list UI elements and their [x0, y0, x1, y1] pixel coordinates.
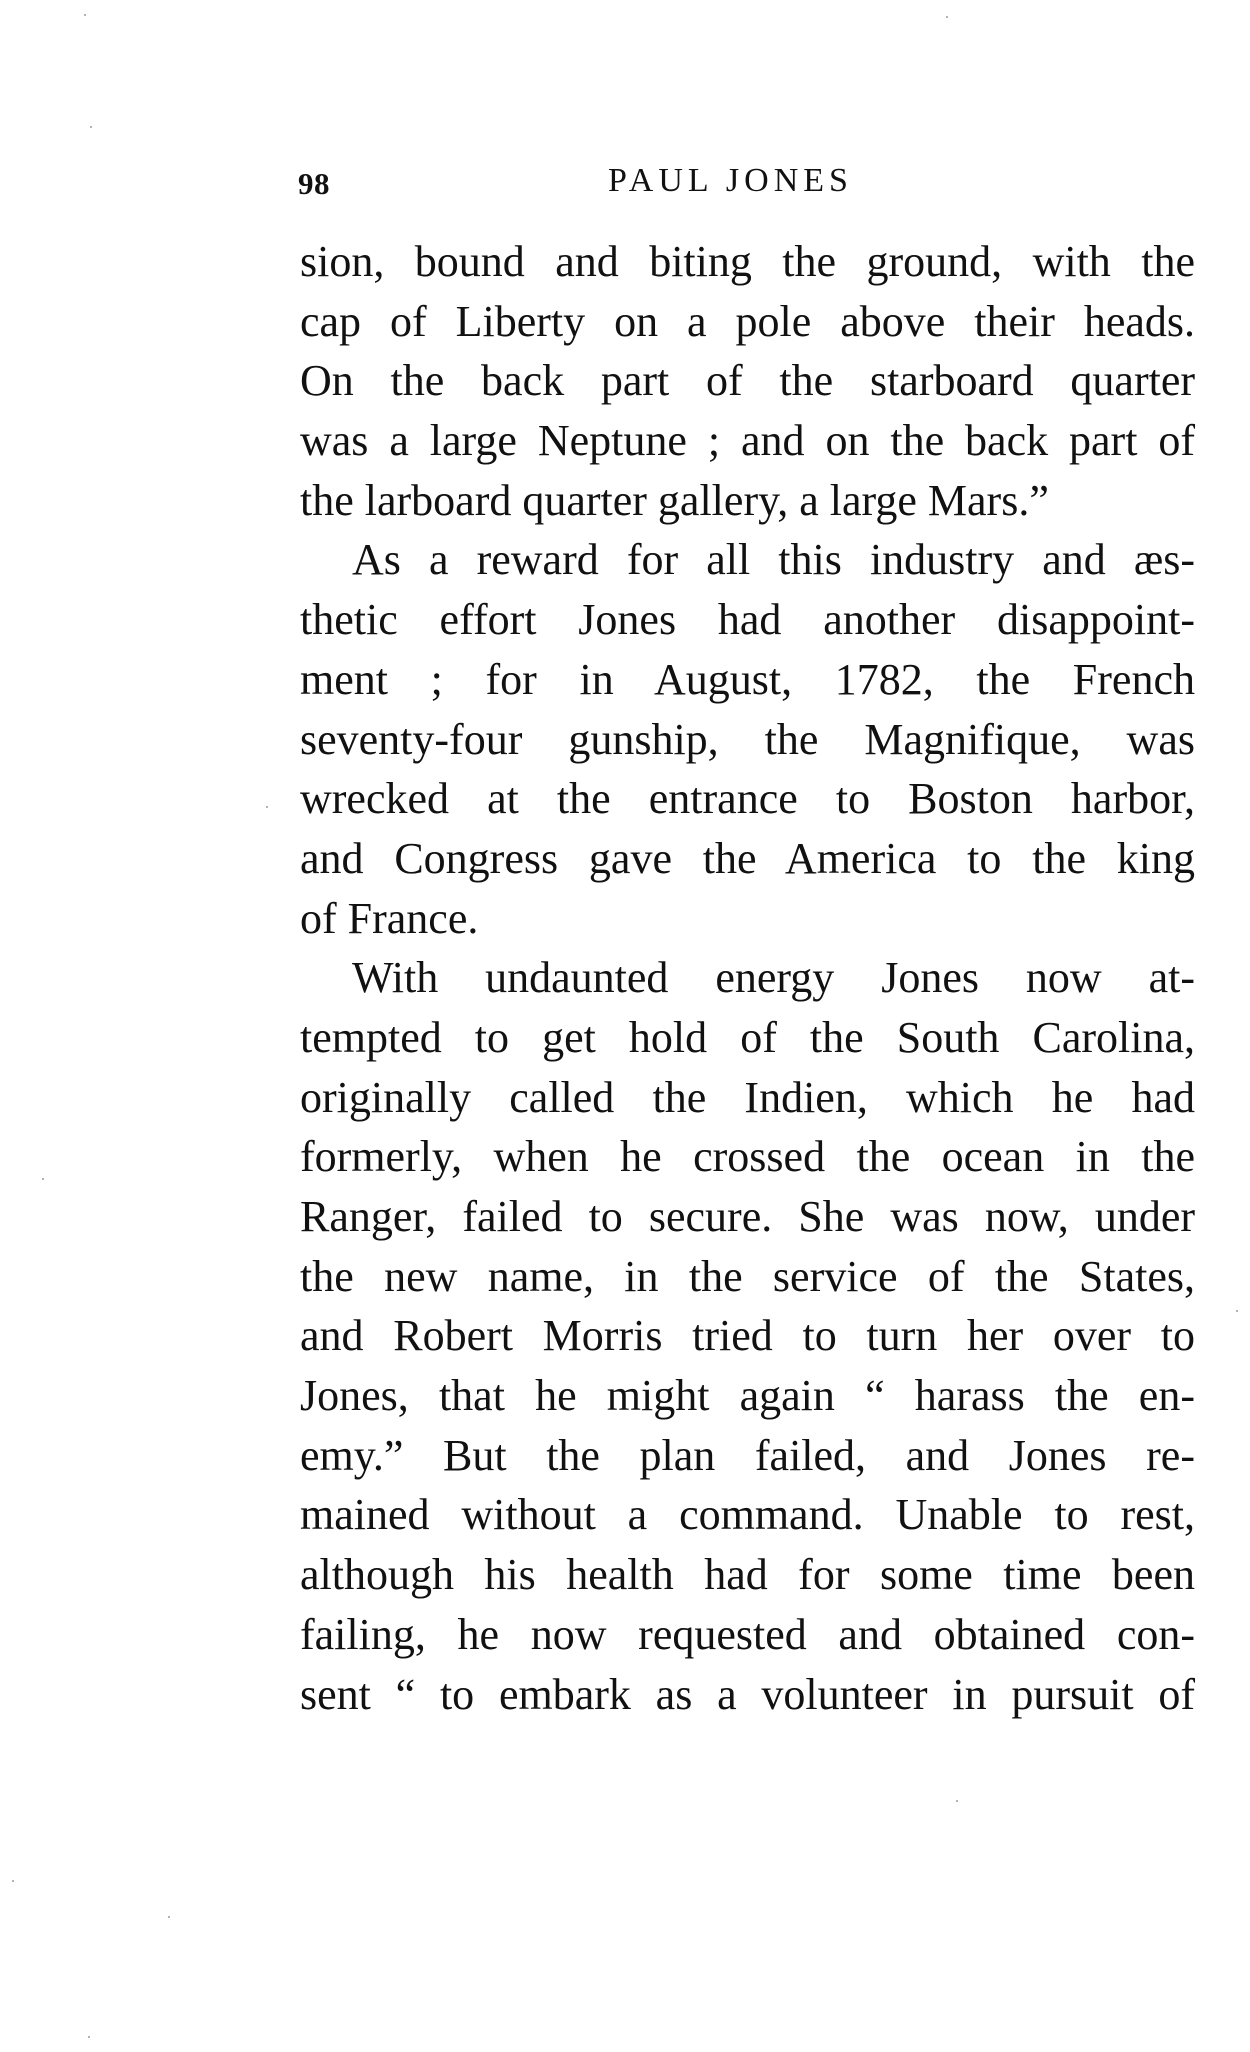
paper-speck: [84, 14, 86, 16]
text-line: tempted to get hold of the South Carolina,: [300, 1012, 1195, 1062]
paper-speck: [1236, 1310, 1238, 1312]
text-line: As a reward for all this industry and æs-: [352, 535, 1195, 585]
text-line: sion, bound and biting the ground, with the: [300, 237, 1195, 286]
paper-speck: [946, 16, 948, 18]
text-line: failing, he now requested and obtained con-: [300, 1609, 1195, 1659]
text-line: of France.: [300, 893, 479, 943]
text-line: cap of Liberty on a pole above their heads.: [300, 296, 1195, 346]
text-line: the new name, in the service of the States,: [300, 1251, 1195, 1301]
text-line: formerly, when he crossed the ocean in the: [300, 1132, 1195, 1182]
text-line: although his health had for some time been: [300, 1550, 1195, 1600]
text-line: On the back part of the starboard quarter: [300, 356, 1195, 406]
body-text: [300, 232, 1195, 1724]
paper-speck: [88, 2036, 90, 2038]
text-line: was a large Neptune ; and on the back part of: [300, 416, 1195, 466]
text-line: and Congress gave the America to the king: [300, 833, 1195, 883]
text-line: emy.” But the plan failed, and Jones re-: [300, 1430, 1195, 1480]
paper-speck: [12, 1880, 14, 1882]
paper-speck: [266, 806, 268, 808]
text-line: wrecked at the entrance to Boston harbor,: [300, 774, 1195, 824]
text-line: originally called the Indien, which he had: [300, 1072, 1195, 1122]
text-line: and Robert Morris tried to turn her over to: [300, 1311, 1195, 1361]
text-line: ment ; for in August, 1782, the French: [300, 654, 1195, 704]
running-title: PAUL JONES: [608, 162, 853, 199]
text-line: Ranger, failed to secure. She was now, under: [300, 1192, 1195, 1241]
paper-speck: [956, 1800, 958, 1802]
text-line: thetic effort Jones had another disappoint-: [300, 595, 1195, 645]
paper-speck: [168, 1916, 170, 1918]
page-number: 98: [298, 166, 330, 201]
paper-speck: [42, 1178, 44, 1180]
running-head: [298, 160, 1198, 210]
text-line: the larboard quarter gallery, a large Mars.”: [300, 475, 1049, 525]
text-line: With undaunted energy Jones now at-: [352, 953, 1195, 1003]
paper-speck: [90, 126, 92, 128]
text-line: sent “ to embark as a volunteer in pursuit of: [300, 1669, 1195, 1719]
text-line: Jones, that he might again “ harass the en-: [300, 1371, 1195, 1421]
text-line: mained without a command. Unable to rest,: [300, 1490, 1195, 1540]
text-line: seventy-four gunship, the Magnifique, was: [300, 714, 1195, 764]
